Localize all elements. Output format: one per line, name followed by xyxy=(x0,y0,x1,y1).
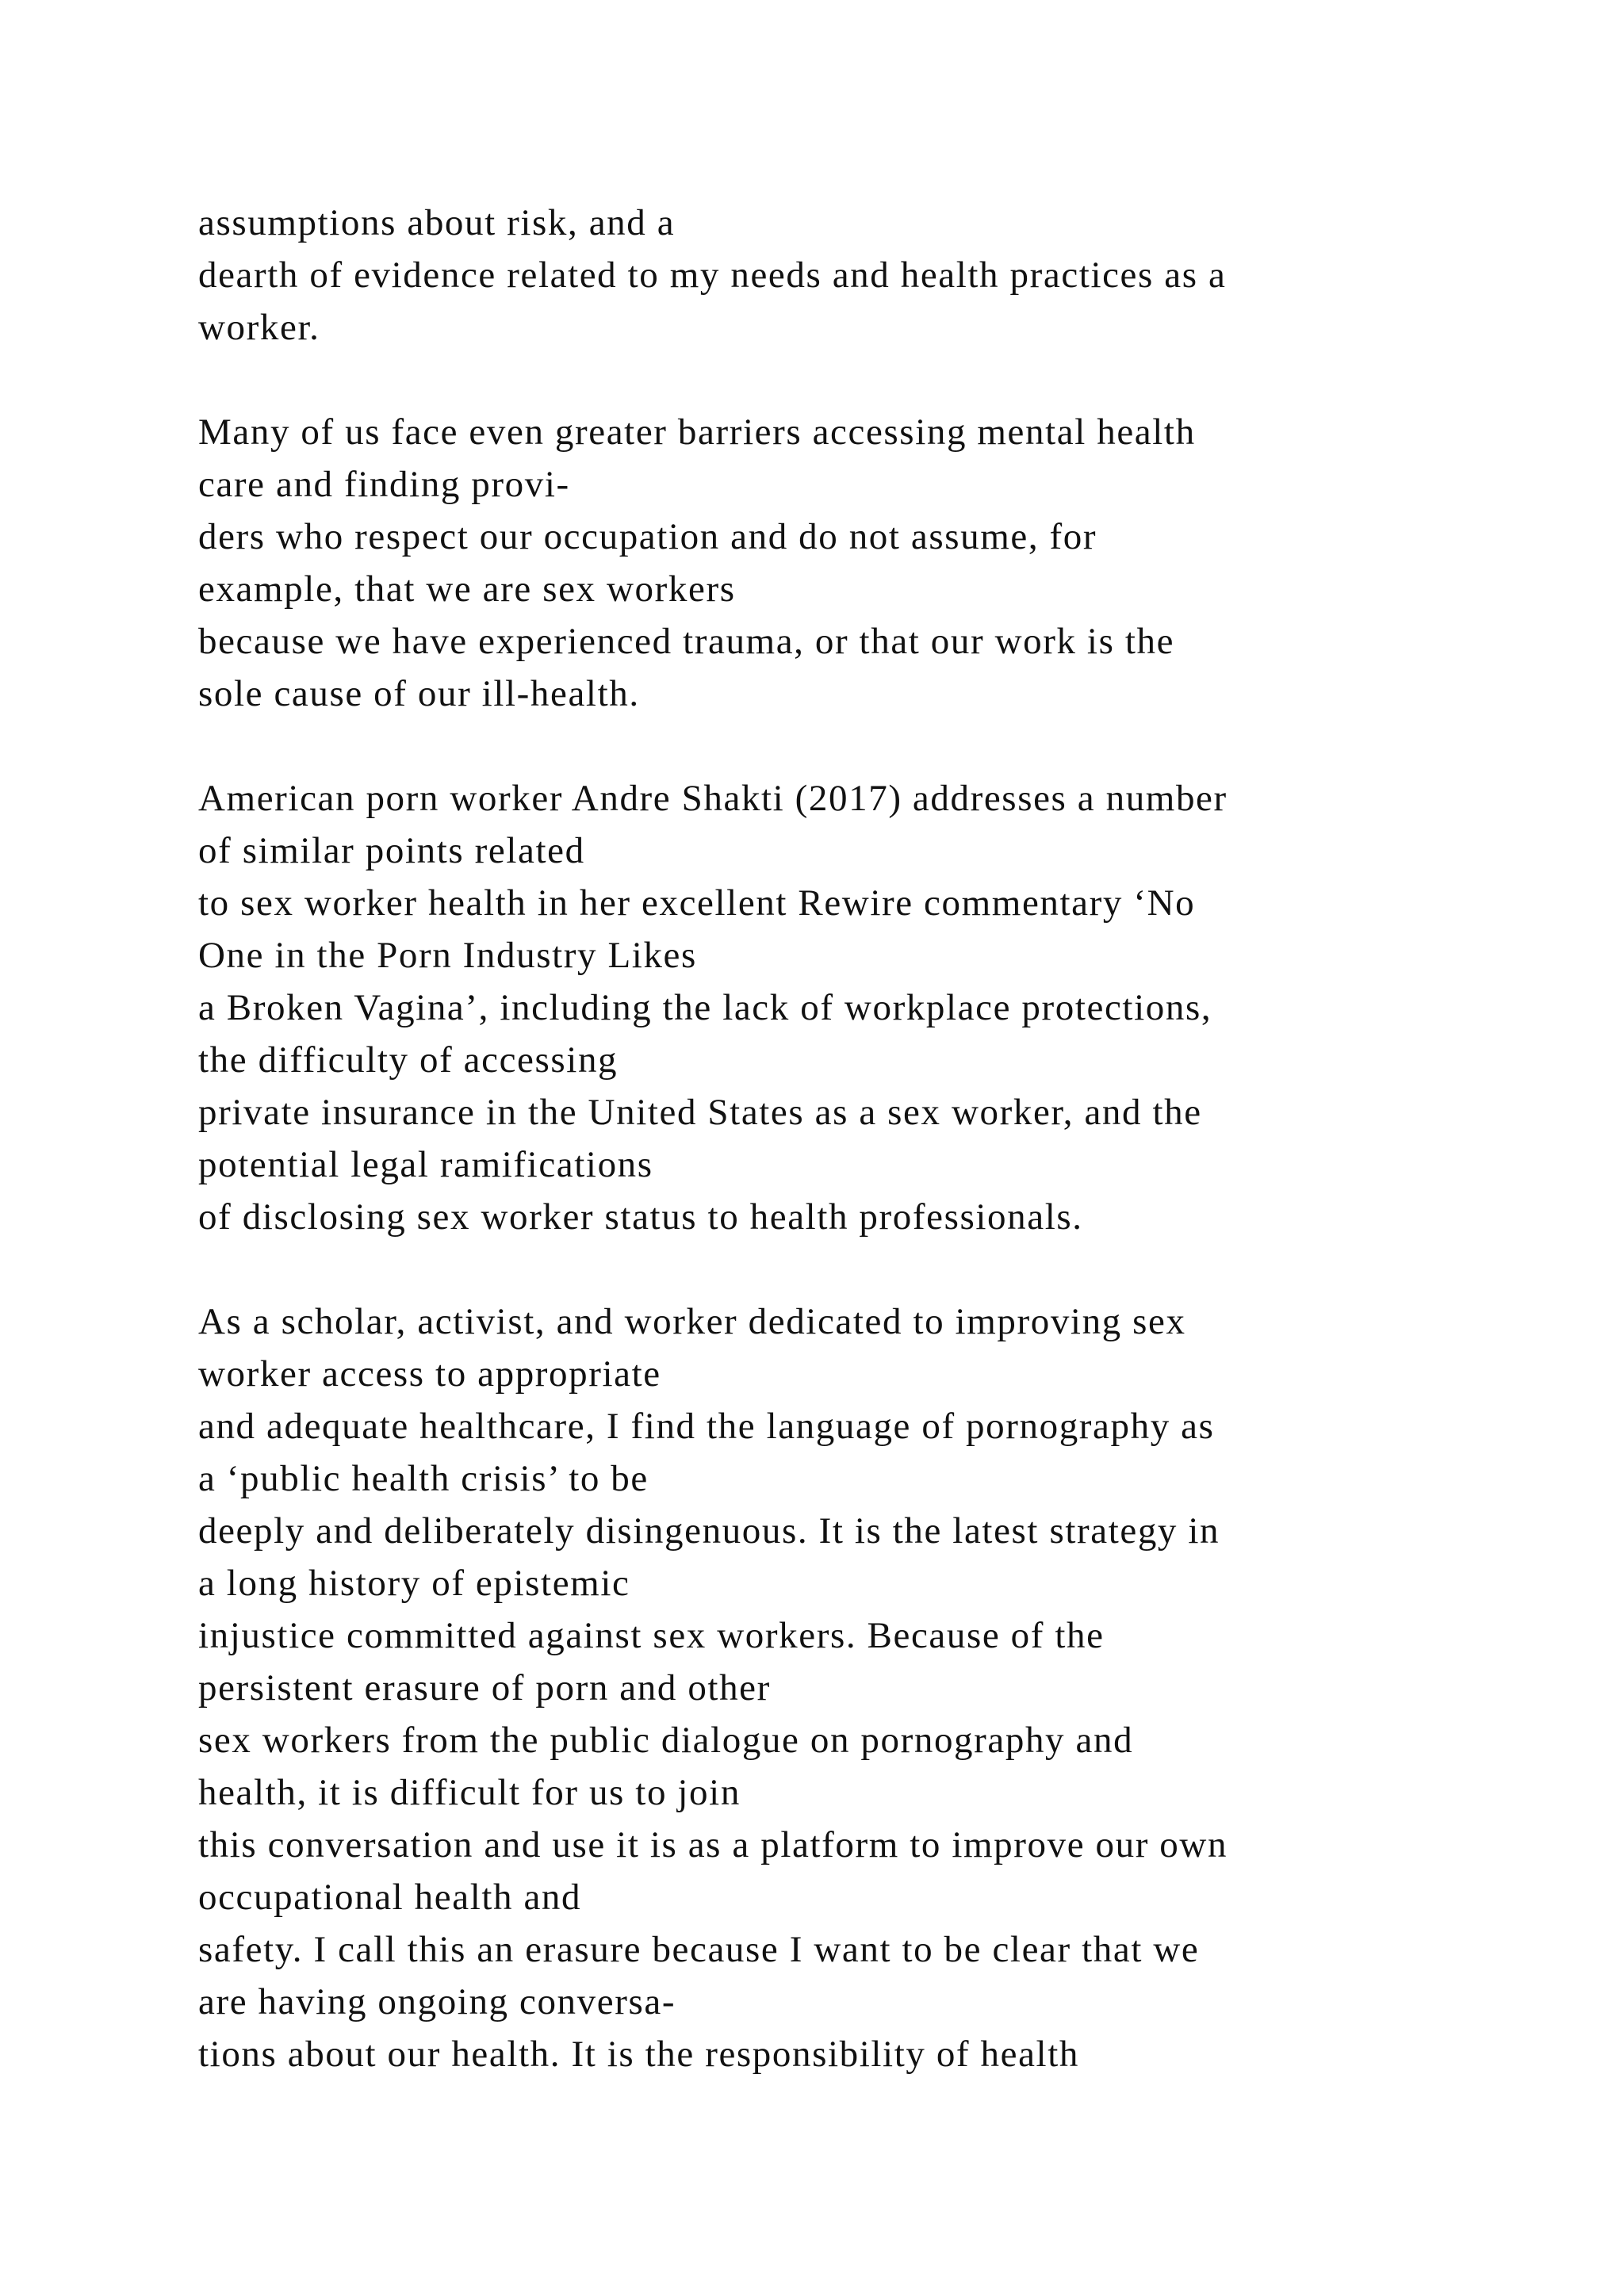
text-line: care and finding provi- xyxy=(198,464,570,505)
text-line: worker access to appropriate xyxy=(198,1353,661,1395)
text-line: health, it is difficult for us to join xyxy=(198,1772,741,1813)
document-body xyxy=(198,197,1546,2133)
text-line: example, that we are sex workers xyxy=(198,568,736,610)
text-line: worker. xyxy=(198,307,320,348)
paragraph-2 xyxy=(198,406,1546,720)
text-line: assumptions about risk, and a xyxy=(198,202,676,243)
text-line: injustice committed against sex workers. Because of the xyxy=(198,1615,1105,1656)
text-line: and adequate healthcare, I find the language of pornography as xyxy=(198,1406,1215,1447)
text-line: One in the Porn Industry Likes xyxy=(198,935,697,976)
text-line: safety. I call this an erasure because I want to be clear that we xyxy=(198,1929,1200,1970)
text-line: sole cause of our ill-health. xyxy=(198,673,640,714)
paragraph-4 xyxy=(198,1295,1546,2080)
paragraph-3 xyxy=(198,772,1546,1243)
text-line: ders who respect our occupation and do not assume, for xyxy=(198,516,1097,557)
text-line: a Broken Vagina’, including the lack of workplace protections, xyxy=(198,987,1212,1028)
text-line: the difficulty of accessing xyxy=(198,1039,619,1081)
text-line: to sex worker health in her excellent Rewire commentary ‘No xyxy=(198,882,1196,924)
text-line: this conversation and use it is as a platform to improve our own xyxy=(198,1824,1228,1866)
text-line: a long history of epistemic xyxy=(198,1563,630,1604)
text-line: persistent erasure of porn and other xyxy=(198,1667,771,1709)
text-line: sex workers from the public dialogue on pornography and xyxy=(198,1720,1134,1761)
text-line: dearth of evidence related to my needs and health practices as a xyxy=(198,254,1227,296)
text-line: a ‘public health crisis’ to be xyxy=(198,1458,649,1499)
paragraph-1 xyxy=(198,197,1546,354)
text-line: Many of us face even greater barriers accessing mental health xyxy=(198,411,1196,453)
text-line: because we have experienced trauma, or that our work is the xyxy=(198,621,1175,662)
text-line: deeply and deliberately disingenuous. It is the latest strategy in xyxy=(198,1510,1220,1552)
text-line: of disclosing sex worker status to health professionals. xyxy=(198,1196,1083,1238)
text-line: potential legal ramifications xyxy=(198,1144,653,1185)
text-line: are having ongoing conversa- xyxy=(198,1981,676,2022)
text-line: American porn worker Andre Shakti (2017) addresses a number xyxy=(198,778,1228,819)
text-line: As a scholar, activist, and worker dedicated to improving sex xyxy=(198,1301,1186,1342)
text-line: tions about our health. It is the responsibility of health xyxy=(198,2034,1079,2075)
text-line: of similar points related xyxy=(198,830,585,871)
text-line: private insurance in the United States as a sex worker, and the xyxy=(198,1092,1202,1133)
text-line: occupational health and xyxy=(198,1877,582,1918)
